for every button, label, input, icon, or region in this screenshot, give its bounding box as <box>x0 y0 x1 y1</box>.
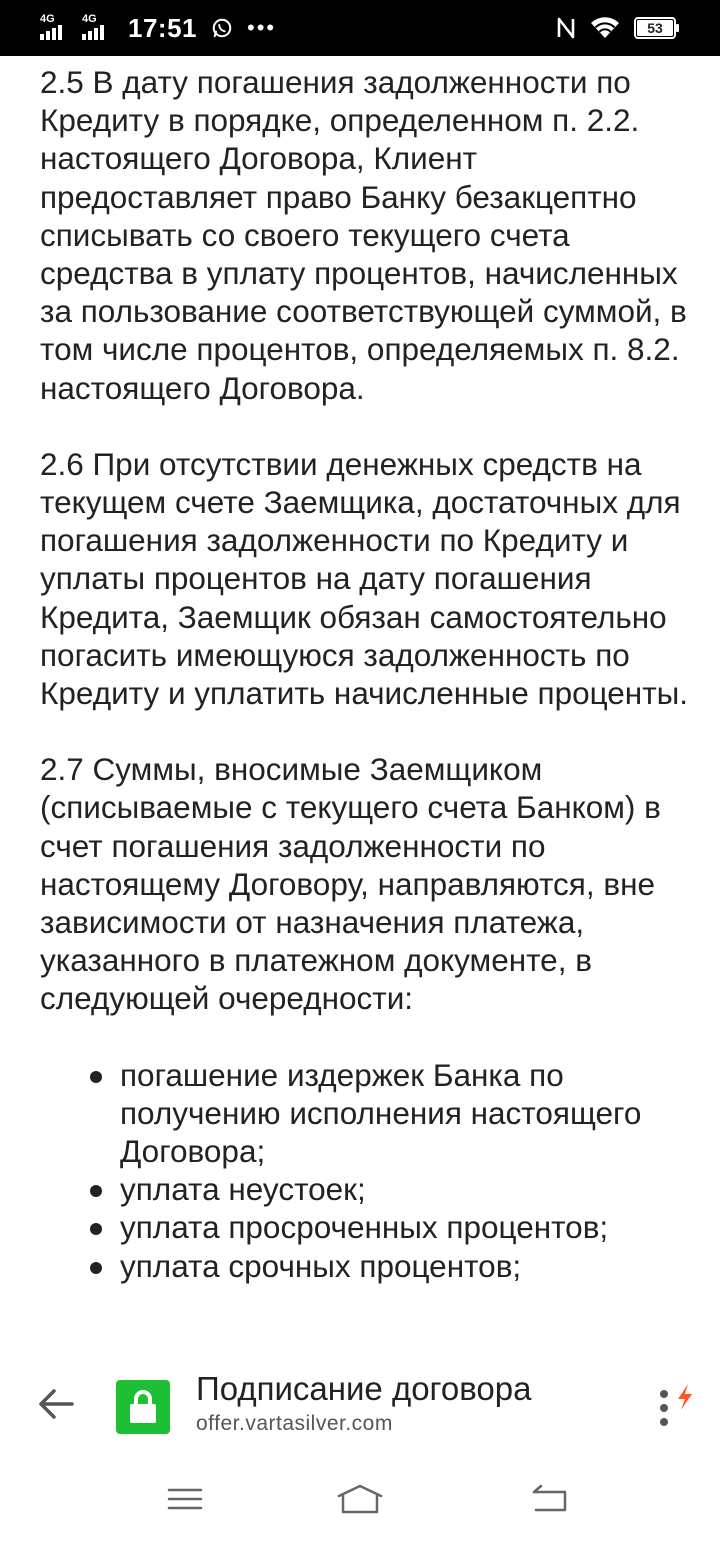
more-menu-icon[interactable] <box>648 1380 708 1440</box>
status-left <box>40 13 276 44</box>
battery-level: 53 <box>647 20 663 36</box>
battery-icon <box>634 17 680 39</box>
list-item: уплата неустоек; <box>40 1170 690 1208</box>
secure-connection-button[interactable] <box>116 1380 170 1434</box>
status-right <box>556 15 680 41</box>
network-type-1: 4G <box>40 13 55 25</box>
recent-apps-icon[interactable] <box>160 1482 210 1516</box>
back-icon[interactable] <box>525 1482 575 1516</box>
network-type-2: 4G <box>82 13 97 25</box>
document-content <box>40 56 690 1348</box>
signal-icon <box>40 14 72 42</box>
nfc-icon <box>556 15 576 41</box>
lock-icon <box>129 1390 157 1424</box>
paragraph-2-5: 2.5 В дату погашения задолженности по Кредиту в порядке, определенном п. 2.2. настоящего Договора, Клиент предоставляет право Банку безакцептно списывать со своего текущего счета средства в уплату процентов, начисленных за пользование соответствующей суммой, в том числе процентов, определяемых п. 8.2. настоящего Договора. <box>40 64 687 406</box>
page-title[interactable]: Подписание договора <box>196 1370 532 1407</box>
list-item: уплата просроченных процентов; <box>40 1208 690 1246</box>
wifi-icon <box>590 16 620 40</box>
navigation-bar <box>0 1454 720 1544</box>
page-url[interactable]: offer.vartasilver.com <box>196 1412 393 1435</box>
signal-icon <box>82 14 114 42</box>
paragraph-2-7: 2.7 Суммы, вносимые Заемщиком (списываемые с текущего счета Банком) в счет погашения задолженности по настоящему Договору, направляются, вне зависимости от назначения платежа, указанного в платежном документе, в следующей очередности: <box>40 751 661 1017</box>
more-notifications-icon: ••• <box>247 15 277 40</box>
whatsapp-icon <box>211 17 233 39</box>
clock: 17:51 <box>128 12 197 43</box>
status-bar <box>0 0 720 56</box>
back-arrow-icon[interactable] <box>36 1386 76 1422</box>
browser-bar <box>0 1352 720 1452</box>
lightning-icon <box>678 1384 692 1410</box>
priority-list <box>40 1056 690 1285</box>
list-item: уплата срочных процентов; <box>40 1247 690 1285</box>
home-icon[interactable] <box>335 1482 385 1516</box>
list-item: погашение издержек Банка по получению исполнения настоящего Договора; <box>40 1056 690 1171</box>
paragraph-2-6: 2.6 При отсутствии денежных средств на текущем счете Заемщика, достаточных для погашения задолженности по Кредиту и уплаты процентов на дату погашения Кредита, Заемщик обязан самостоятельно погасить имеющуюся задолженность по Кредиту и уплатить начисленные проценты. <box>40 445 689 712</box>
